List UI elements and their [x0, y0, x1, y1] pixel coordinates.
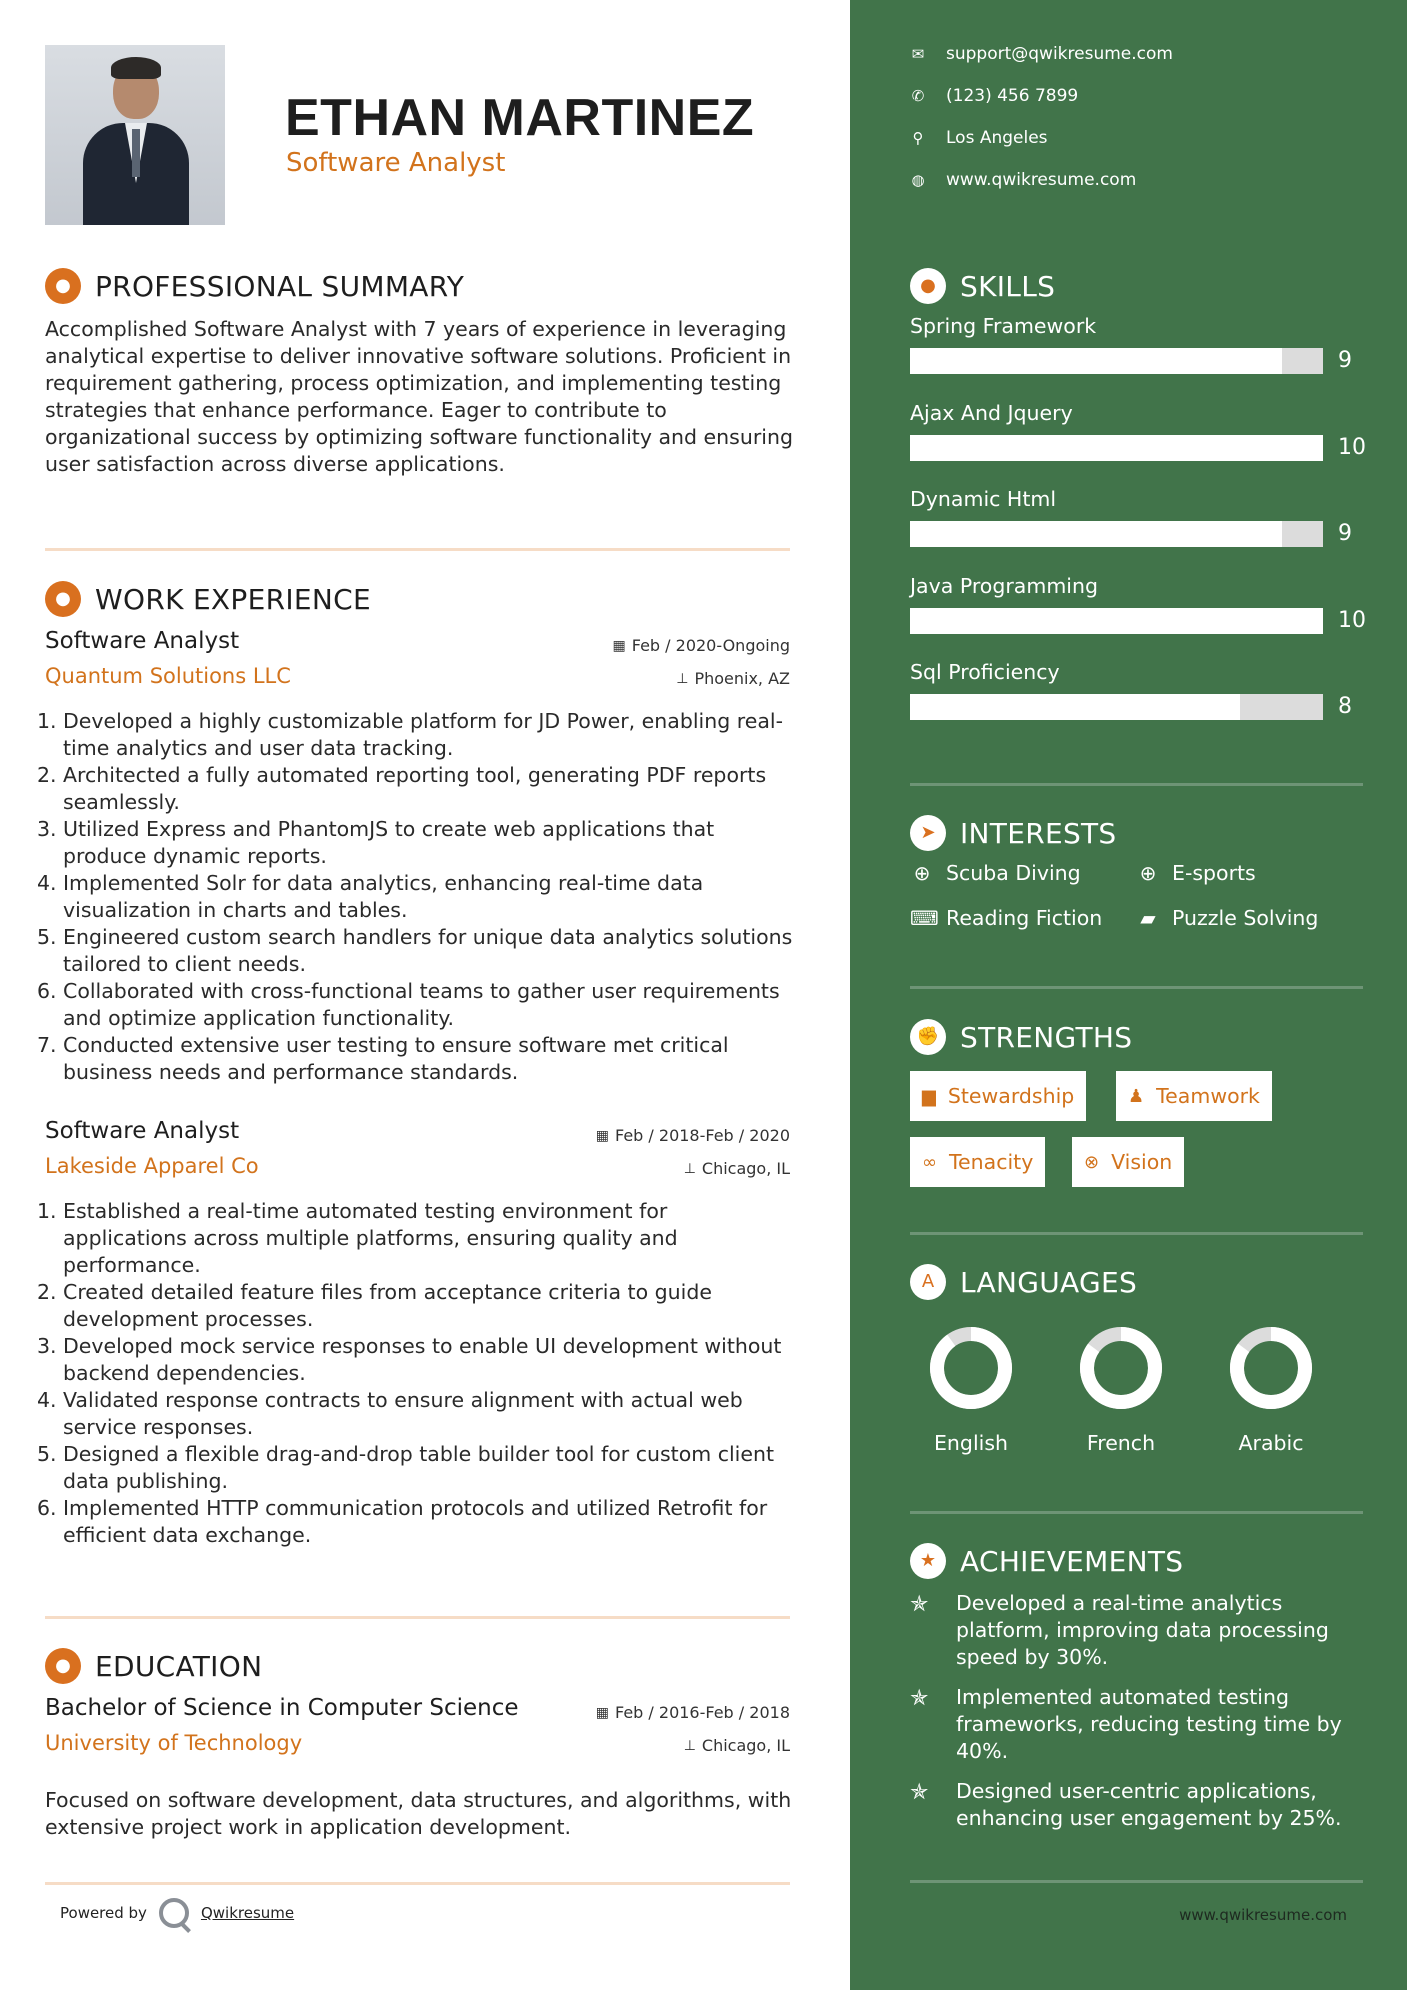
- language-donut: [1078, 1325, 1164, 1411]
- job-entry: [37, 628, 793, 1088]
- link-icon: ∞: [922, 1151, 937, 1173]
- skill-value: 9: [1338, 348, 1352, 373]
- contact-website[interactable]: ◍ www.qwikresume.com: [911, 170, 1137, 190]
- interest-item: ⊕ E-sports: [1136, 861, 1256, 885]
- language-name: English: [933, 1431, 1009, 1455]
- skill-row: [910, 660, 1360, 719]
- contact-location: ⚲ Los Angeles: [910, 128, 1048, 148]
- calendar-icon: ▦: [612, 637, 626, 654]
- users-icon: ♟: [1128, 1085, 1145, 1107]
- achievement-item: ✯ Designed user-centric applications, enhancing user engagement by 25%.: [910, 1779, 1342, 1830]
- language-item: [1216, 1325, 1326, 1455]
- pin-icon: ⊥: [676, 670, 689, 687]
- job-bullets: [37, 1198, 797, 1549]
- job-location: ⊥ Phoenix, AZ: [676, 669, 790, 688]
- achievement-item: ✯ Developed a real-time analytics platform, improving data processing speed by 30%.: [910, 1591, 1329, 1669]
- job-bullet: 2. Architected a fully automated reporting tool, generating PDF reports seamlessly.: [37, 763, 767, 814]
- envelope-icon: ✉: [911, 45, 925, 63]
- language-donut: [928, 1325, 1014, 1411]
- job-bullet: 2. Created detailed feature files from acceptance criteria to guide development processes.: [37, 1280, 712, 1331]
- skill-value: 8: [1338, 694, 1352, 719]
- job-company: Quantum Solutions LLC: [45, 664, 291, 688]
- job-bullet: 4. Validated response contracts to ensure alignment with actual web service responses.: [37, 1388, 743, 1439]
- language-name: French: [1086, 1431, 1156, 1455]
- job-bullet: 5. Designed a flexible drag-and-drop table builder tool for custom client data publishing.: [37, 1442, 775, 1493]
- languages-title: LANGUAGES: [960, 1265, 1138, 1299]
- life-ring-icon: ⊕: [1139, 861, 1157, 885]
- skills-header: [910, 268, 1055, 304]
- section-divider: [45, 1616, 790, 1619]
- skill-bar: [910, 348, 1323, 374]
- language-name: Arabic: [1238, 1431, 1304, 1455]
- job-bullet: 4. Implemented Solr for data analytics, enhancing real-time data visualization in charts and tables.: [37, 871, 704, 922]
- job-bullet: 1. Established a real-time automated testing environment for applications across multiple platforms, ensuring quality and performance.: [37, 1199, 678, 1277]
- languages-header: [910, 1264, 1137, 1300]
- skill-name: Ajax And Jquery: [910, 400, 1073, 425]
- paper-plane-icon: ➤: [910, 815, 946, 851]
- graduation-icon: ●: [45, 1648, 81, 1684]
- skill-row: [910, 573, 1366, 633]
- job-location: ⊥ Chicago, IL: [683, 1159, 790, 1178]
- candidate-name: ETHAN MARTINEZ: [285, 89, 755, 147]
- job-date: ▦ Feb / 2020-Ongoing: [612, 636, 790, 655]
- summary-text: Accomplished Software Analyst with 7 years of experience in leveraging analytical expertise to deliver innovative software solutions. Proficient in requirement gathering, process optimization, and implementing testing strategies that enhance performance. Eager to contribute to organizational success by optimizing software functionality and ensuring user satisfaction across diverse applications.: [45, 317, 793, 476]
- education-date: ▦ Feb / 2016-Feb / 2018: [595, 1703, 790, 1722]
- job-company: Lakeside Apparel Co: [45, 1154, 259, 1178]
- gamepad-icon: ⌨: [910, 906, 939, 930]
- job-bullet: 3. Developed mock service responses to enable UI development without backend dependencies.: [37, 1334, 782, 1385]
- achievement-item: ✯ Implemented automated testing frameworks, reducing testing time by 40%.: [910, 1685, 1342, 1763]
- strengths-title: STRENGTHS: [960, 1020, 1133, 1054]
- interests-header: [910, 815, 1117, 851]
- globe-icon: ◍: [911, 171, 925, 189]
- contact-phone: ✆ (123) 456 7899: [911, 86, 1079, 106]
- skill-row: [910, 314, 1360, 373]
- education-title: EDUCATION: [95, 1649, 263, 1683]
- interest-item: ▰ Puzzle Solving: [1136, 906, 1318, 930]
- language-donut: [1228, 1325, 1314, 1411]
- job-bullet: 1. Developed a highly customizable platform for JD Power, enabling real-time analytics and user data tracking.: [37, 709, 784, 760]
- section-divider: [45, 548, 790, 551]
- skill-bar-fill: [910, 348, 1282, 374]
- sidebar-divider: [910, 1511, 1363, 1514]
- interest-item: ⊕ Scuba Diving: [910, 861, 1081, 885]
- job-date: ▦ Feb / 2018-Feb / 2020: [595, 1126, 790, 1145]
- skill-name: Sql Proficiency: [910, 660, 1060, 684]
- skill-value: 10: [1338, 607, 1366, 633]
- skill-value: 9: [1338, 521, 1352, 546]
- sidebar-divider: [910, 1880, 1363, 1883]
- sidebar-divider: [910, 986, 1363, 989]
- star-icon: ✯: [910, 1592, 929, 1617]
- sidebar-divider: [910, 1232, 1363, 1235]
- education-entry: [45, 1695, 790, 1855]
- interests-title: INTERESTS: [960, 816, 1117, 850]
- star-icon: ✯: [910, 1780, 929, 1805]
- sidebar: [850, 0, 1407, 1990]
- interest-item: ⌨ Reading Fiction: [910, 906, 1103, 930]
- school: University of Technology: [45, 1731, 303, 1755]
- skill-bar-fill: [910, 521, 1282, 547]
- pin-icon: ⊥: [683, 1160, 696, 1177]
- job-bullet: 3. Utilized Express and PhantomJS to create web applications that produce dynamic reports.: [37, 817, 715, 868]
- skill-bar-fill: [910, 435, 1323, 461]
- job-title: Software Analyst: [45, 1118, 240, 1144]
- qwikresume-link[interactable]: Qwikresume: [200, 1904, 295, 1922]
- degree: Bachelor of Science in Computer Science: [45, 1695, 519, 1721]
- section-divider: [45, 1882, 790, 1885]
- job-bullets: [37, 708, 797, 1086]
- achievements-header: [910, 1543, 1183, 1579]
- briefcase-icon: ▆: [922, 1085, 936, 1107]
- achievements-title: ACHIEVEMENTS: [960, 1544, 1184, 1578]
- strength-badge: ∞ Tenacity: [910, 1137, 1045, 1187]
- star-icon: ✯: [910, 1686, 929, 1711]
- skill-bar: [910, 435, 1323, 461]
- skill-bar-fill: [910, 694, 1240, 720]
- user-icon: ●: [45, 268, 81, 304]
- skill-row: [910, 487, 1360, 546]
- life-ring-icon: ⊕: [913, 861, 931, 885]
- donut-level: [937, 1334, 1005, 1402]
- pin-icon: ⊥: [683, 1737, 696, 1754]
- strength-badge: ♟ Teamwork: [1116, 1071, 1272, 1121]
- contact-email[interactable]: ✉ support@qwikresume.com: [911, 44, 1173, 64]
- lightbulb-icon: ●: [910, 268, 946, 304]
- job-bullet: 6. Collaborated with cross-functional teams to gather user requirements and optimize application functionality.: [37, 979, 780, 1030]
- experience-header: [45, 581, 371, 617]
- phone-icon: ✆: [911, 87, 925, 105]
- experience-title: WORK EXPERIENCE: [95, 582, 371, 616]
- footer-powered-by: Powered by Qwikresume: [60, 1898, 294, 1928]
- binoculars-icon: ⊗: [1084, 1151, 1100, 1173]
- skill-bar-fill: [910, 608, 1323, 634]
- sidebar-divider: [910, 783, 1363, 786]
- profile-photo: [45, 45, 225, 225]
- calendar-icon: ▦: [595, 1704, 609, 1721]
- strengths-header: [910, 1019, 1132, 1055]
- summary-title: PROFESSIONAL SUMMARY: [95, 269, 465, 303]
- book-icon: ▰: [1140, 906, 1156, 930]
- skill-name: Spring Framework: [910, 314, 1097, 338]
- job-entry: [37, 1118, 790, 1548]
- summary-header: [45, 268, 464, 304]
- star-badge-icon: ★: [910, 1543, 946, 1579]
- calendar-icon: ▦: [595, 1127, 609, 1144]
- job-bullet: 5. Engineered custom search handlers for unique data analytics solutions tailored to client needs.: [37, 925, 793, 976]
- skill-bar: [910, 694, 1323, 720]
- skills-title: SKILLS: [960, 269, 1056, 303]
- strength-badge: ⊗ Vision: [1072, 1137, 1184, 1187]
- language-item: [1066, 1325, 1176, 1455]
- job-title: Software Analyst: [45, 628, 240, 654]
- education-header: [45, 1648, 262, 1684]
- language-icon: A: [910, 1264, 946, 1300]
- strength-badge: ▆ Stewardship: [910, 1071, 1086, 1121]
- qwikresume-logo-icon: [159, 1898, 189, 1928]
- skill-name: Java Programming: [910, 573, 1098, 598]
- language-item: [916, 1325, 1026, 1455]
- skill-value: 10: [1338, 434, 1366, 460]
- job-bullet: 6. Implemented HTTP communication protocols and utilized Retrofit for efficient data exchange.: [37, 1496, 768, 1547]
- location-pin-icon: ⚲: [912, 129, 924, 147]
- candidate-title: Software Analyst: [286, 148, 506, 178]
- education-description: Focused on software development, data structures, and algorithms, with extensive project work in application development.: [45, 1788, 792, 1839]
- education-location: ⊥ Chicago, IL: [683, 1736, 790, 1755]
- fist-icon: ✊: [910, 1019, 946, 1055]
- skill-row: [910, 400, 1366, 460]
- skill-bar: [910, 608, 1323, 634]
- briefcase-user-icon: ●: [45, 581, 81, 617]
- footer-url[interactable]: www.qwikresume.com: [1179, 1906, 1347, 1924]
- skill-bar: [910, 521, 1323, 547]
- skill-name: Dynamic Html: [910, 487, 1057, 511]
- job-bullet: 7. Conducted extensive user testing to ensure software met critical business needs and performance standards.: [37, 1033, 729, 1084]
